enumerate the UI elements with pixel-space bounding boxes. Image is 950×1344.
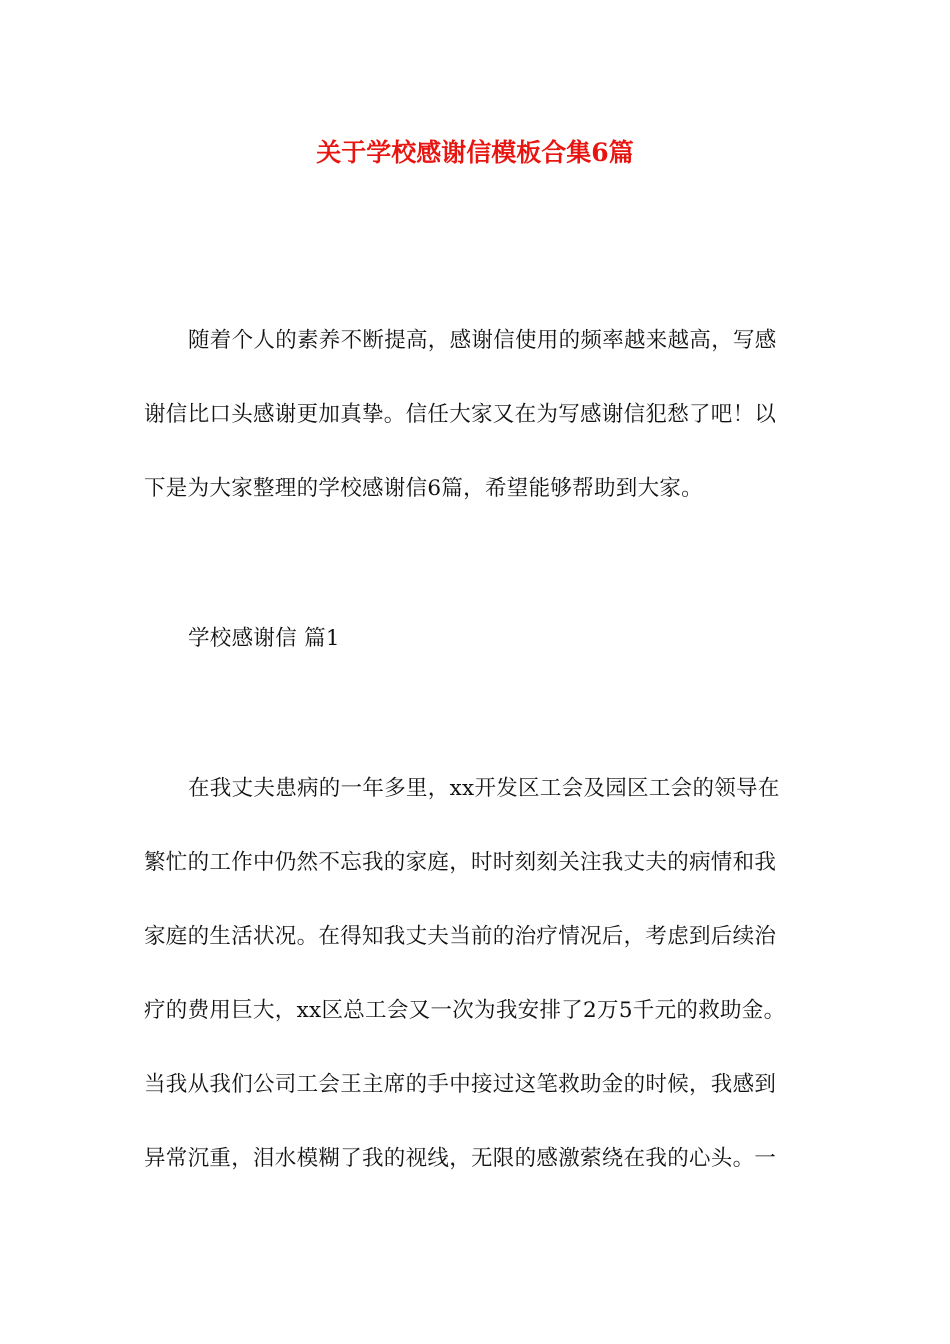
body-line-5: 当我从我们公司工会王主席的手中接过这笔救助金的时候，我感到 (144, 1072, 777, 1097)
document-title: 关于学校感谢信模板合集6篇 (316, 138, 634, 167)
body-line-2: 繁忙的工作中仍然不忘我的家庭，时时刻刻关注我丈夫的病情和我 (144, 850, 777, 875)
body-line-1: 在我丈夫患病的一年多里，xx开发区工会及园区工会的领导在 (188, 776, 780, 801)
section-heading: 学校感谢信 篇1 (188, 626, 340, 651)
intro-line-2: 谢信比口头感谢更加真挚。信任大家又在为写感谢信犯愁了吧！以 (144, 402, 777, 427)
body-line-4: 疗的费用巨大，xx区总工会又一次为我安排了2万5千元的救助金。 (144, 998, 786, 1023)
intro-line-3: 下是为大家整理的学校感谢信6篇，希望能够帮助到大家。 (144, 476, 703, 501)
body-line-6: 异常沉重，泪水模糊了我的视线，无限的感激萦绕在我的心头。一 (144, 1146, 777, 1171)
intro-line-1: 随着个人的素养不断提高，感谢信使用的频率越来越高，写感 (188, 328, 777, 353)
body-line-3: 家庭的生活状况。在得知我丈夫当前的治疗情况后，考虑到后续治 (144, 924, 777, 949)
